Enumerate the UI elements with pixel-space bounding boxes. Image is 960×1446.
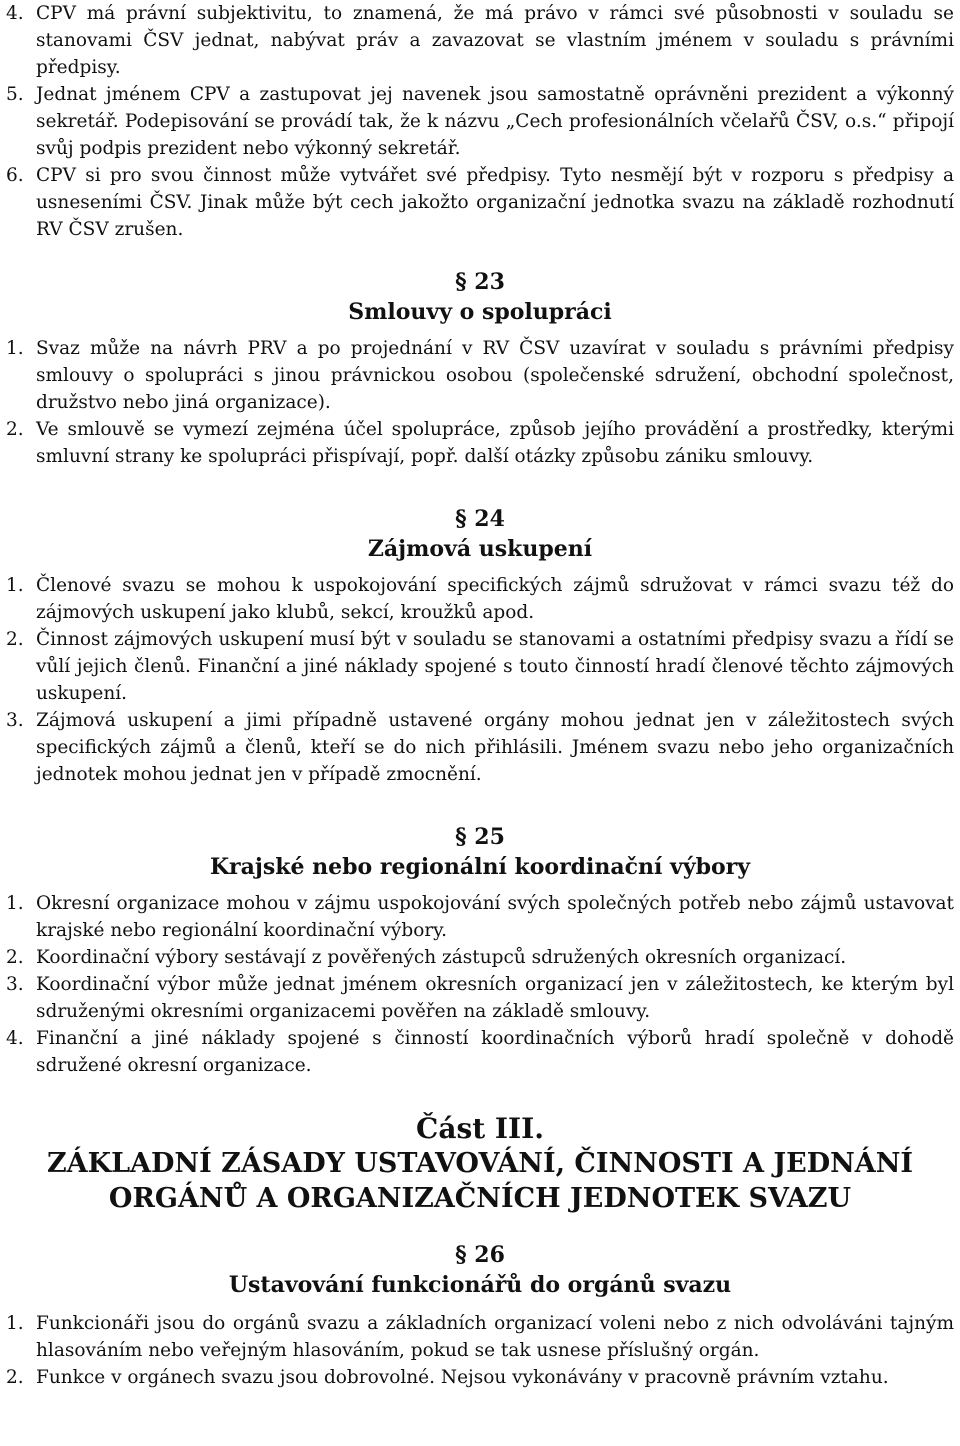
item-text: Koordinační výbor může jednat jménem okresních organizací jen v záležitostech, ke kterým byl sdruženými okresními organizacemi pověřen na základě smlouvy. [36, 974, 954, 1022]
intro-list [6, 0, 954, 243]
item-text: Koordinační výbory sestávají z pověřených zástupců sdružených okresních organizací. [36, 947, 847, 968]
section-26 [6, 1240, 954, 1391]
item-number: 2. [6, 1367, 24, 1388]
list-item [6, 1025, 954, 1079]
item-text: Ve smlouvě se vymezí zejména účel spolupráce, způsob jejího provádění a prostředky, kterými smluvní strany ke spolupráci přispívají, popř. další otázky způsobu zániku smlouvy. [36, 419, 954, 467]
list-item [6, 335, 954, 416]
item-number: 1. [6, 1313, 24, 1334]
section-number: § 25 [455, 824, 505, 850]
item-number: 1. [6, 338, 24, 359]
item-text: Funkcionáři jsou do orgánů svazu a základních organizací voleni nebo z nich odvoláváni tajným hlasováním nebo veřejným hlasováním, pokud se tak usnese příslušný orgán. [36, 1313, 954, 1361]
item-number: 6. [6, 165, 24, 186]
section-25 [6, 822, 954, 1079]
list-item [6, 707, 954, 788]
item-text: Jednat jménem CPV a zastupovat jej navenek jsou samostatně oprávněni prezident a výkonný sekretář. Podepisování se provádí tak, že k názvu „Cech profesionálních včelařů ČSV, o.s.“ připojí svůj podpis prezident nebo výkonný sekretář. [36, 84, 954, 159]
item-number: 3. [6, 710, 24, 731]
item-text: Finanční a jiné náklady spojené s činností koordinačních výborů hradí společně v dohodě sdružené okresní organizace. [36, 1028, 954, 1076]
list-item [6, 626, 954, 707]
list-item [6, 890, 954, 944]
list-item [6, 1364, 954, 1391]
part-3-header [6, 1111, 954, 1216]
item-text: Členové svazu se mohou k uspokojování specifických zájmů sdružovat v rámci svazu též do zájmových uskupení jako klubů, sekcí, kroužků apod. [36, 575, 954, 623]
list-item [6, 1310, 954, 1364]
item-text: Zájmová uskupení a jimi případně ustavené orgány mohou jednat jen v záležitostech svých specifických zájmů a členů, kteří se do nich přihlásili. Jménem svazu nebo jeho organizačních jednotek mohou jednat jen v případě zmocnění. [36, 710, 954, 785]
part-heading-line-1: ZÁKLADNÍ ZÁSADY USTAVOVÁNÍ, ČINNOSTI A JEDNÁNÍ [46, 1148, 914, 1179]
list-item [6, 416, 954, 470]
section-24 [6, 504, 954, 788]
list-item [6, 162, 954, 243]
item-text: CPV má právní subjektivitu, to znamená, že má právo v rámci své působnosti v souladu se stanovami ČSV jednat, nabývat práv a zavazovat se vlastním jménem v souladu s právními předpisy. [36, 3, 954, 78]
item-number: 4. [6, 3, 24, 24]
list-item [6, 81, 954, 162]
section-title: Smlouvy o spolupráci [348, 299, 612, 325]
item-text: Činnost zájmových uskupení musí být v souladu se stanovami a ostatními předpisy svazu a řídí se vůlí jejich členů. Finanční a jiné náklady spojené s touto činností hradí členové těchto zájmových uskupení. [36, 629, 954, 704]
item-number: 1. [6, 893, 24, 914]
item-text: Funkce v orgánech svazu jsou dobrovolné. Nejsou vykonávány v pracovně právním vztahu. [36, 1367, 889, 1388]
part-title: Část III. [416, 1112, 544, 1145]
list-item [6, 971, 954, 1025]
section-number: § 24 [455, 506, 505, 532]
item-number: 2. [6, 947, 24, 968]
item-number: 1. [6, 575, 24, 596]
part-heading-line-2: ORGÁNŮ A ORGANIZAČNÍCH JEDNOTEK SVAZU [108, 1183, 852, 1214]
list-item [6, 0, 954, 81]
section-title: Zájmová uskupení [367, 536, 593, 562]
item-text: CPV si pro svou činnost může vytvářet své předpisy. Tyto nesmějí být v rozporu s předpisy a usneseními ČSV. Jinak může být cech jakožto organizační jednotka svazu na základě rozhodnutí RV ČSV zrušen. [36, 165, 954, 240]
item-number: 2. [6, 419, 24, 440]
section-23 [6, 267, 954, 470]
section-title: Krajské nebo regionální koordinační výbory [209, 854, 751, 880]
section-title: Ustavování funkcionářů do orgánů svazu [228, 1272, 732, 1298]
item-text: Svaz může na návrh PRV a po projednání v RV ČSV uzavírat v souladu s právními předpisy smlouvy o spolupráci s jinou právnickou osobou (společenské sdružení, obchodní společnost, družstvo nebo jiná organizace). [36, 338, 954, 413]
item-number: 3. [6, 974, 24, 995]
item-text: Okresní organizace mohou v zájmu uspokojování svých společných potřeb nebo zájmů ustavovat krajské nebo regionální koordinační výbory. [36, 893, 954, 941]
item-number: 4. [6, 1028, 24, 1049]
section-number: § 26 [455, 1242, 505, 1268]
item-number: 2. [6, 629, 24, 650]
list-item [6, 572, 954, 626]
list-item [6, 944, 954, 971]
section-number: § 23 [455, 269, 505, 295]
item-number: 5. [6, 84, 24, 105]
